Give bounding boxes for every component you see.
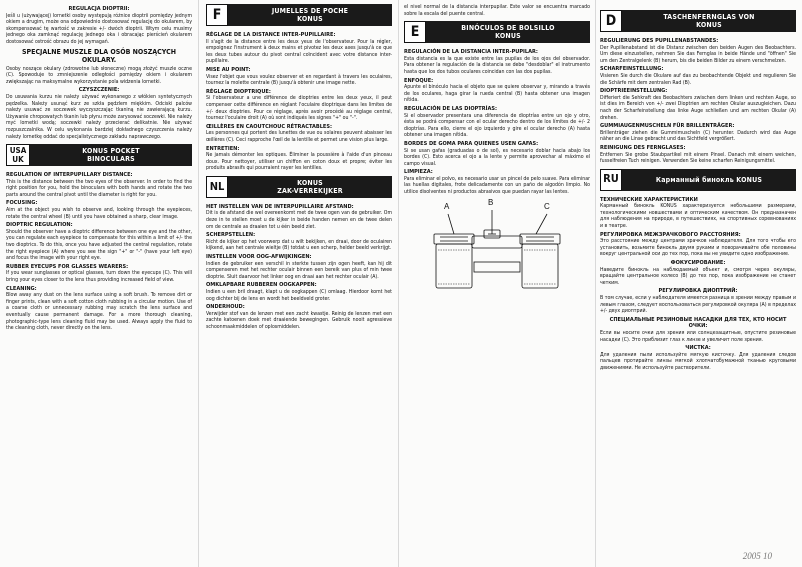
ru-cups-text: Если вы носите очки для зрения или солнцезащитные, опустите резиновые насадки (C). Это приблизит глаз к линзе и увеличит поле зрения. <box>600 329 796 343</box>
uk-banner <box>6 144 192 166</box>
uk-badge-bottom: UK <box>12 155 24 165</box>
fr-cups-text: Les personnes qui portent des lunettes de vue ou solaires peuvent abaisser les œillères (C). Ceci rapproche l'œil de la lentille et permet une vision plus large. <box>206 130 392 143</box>
ru-cups-heading: СПЕЦИАЛЬНЫЕ РЕЗИНОВЫЕ НАСАДКИ ДЛЯ ТЕХ, КТО НОСИТ ОЧКИ: <box>609 316 787 330</box>
column-french-dutch <box>206 4 392 562</box>
uk-title-line2: BINOCULARS <box>87 155 135 164</box>
diagram-label-a: A <box>444 201 450 211</box>
pl-clean-text: Do usuwania kurzu nie należy używać wykonanego z włókien syntetycznych pędzelka. Należy usunąć kurz ze szkła pędzlem miękkim. Odciski palców należy usuwać ze soczewek wyczyszczając tkaniną nie zawierającą kurzu. Używanie chropowatych tkanin lub płynu może zarysować soczewki. Nie należy myć lornetki wodą; soczewki należy przecierać delikatnie. Nie używać rozpuszczalnika. W celu wykonania bardziej dokładnego czyszczenia należy należy lornetkę oddać do specjalistycznego zakładu naprawczego. <box>6 93 192 140</box>
de-diopter-heading: DIOPTRIEEINSTELLUNG: <box>600 88 668 95</box>
fr-focus-text: Visez l'objet que vous voulez observer et en regardant à travers les oculaires, tournez la molette centrale (B) jusqu'à obtenir une image nette. <box>206 73 392 87</box>
fr-diopter-heading: RÉGLAGE DIOPTRIQUE: <box>206 88 271 95</box>
fr-cups-heading: ŒILLÈRES EN CAOUTCHOUC RÉTRACTABLES: <box>206 123 333 130</box>
nl-title-bar <box>228 176 392 198</box>
de-clean-heading: REINIGUNG DES FERNGLASES: <box>600 144 686 151</box>
de-title-line2: KONUS <box>696 21 722 29</box>
fr-clean-heading: ENTRETIEN: <box>206 145 240 152</box>
uk-focus-heading: FOCUSING: <box>6 200 38 207</box>
es-focus-text: Apunte el binóculo hacia el objeto que se quiere observar y, mirando a través de los oculares, haga girar la rueda central (B) hasta obtener una imagen nítida. <box>404 84 590 104</box>
nl-ipd-heading: HET INSTELLEN VAN DE INTERPUPILLAIRE AFSTAND: <box>206 203 354 210</box>
uk-focus-text: Aim at the object you wish to observe and, looking through the eyepieces, rotate the central wheel (B) until you have obtained a sharp, clear image. <box>6 207 192 220</box>
uk-title-line1: KONUS POCKET <box>82 147 140 156</box>
es-ipd-text: Esta distancia es la que existe entre las pupilas de los ojos del observador. Para obtener la regulación de la distancia se debe "desdoblar" el instrumento hasta que los dos tubos oculares coincidan con las dos pupilas. <box>404 55 590 75</box>
de-focus-text: Visieren Sie durch die Okulare auf das zu beobachtende Objekt und regulieren Sie die Schärfe mit dem zentralen Rad (B). <box>600 72 796 86</box>
ru-title-line1: Карманный бинокль KONUS <box>655 175 763 184</box>
fr-title-line1: JUMELLES DE POCHE <box>271 7 349 15</box>
fr-clean-text: Ne jamais démonter les optiques. Éliminer la poussière à l'aide d'un pinceau doux. Pour nettoyer, utiliser un chiffon en coton doux et propre; éviter les produits abrasifs qui pourraient rayer les lentilles. <box>206 152 392 172</box>
uk-language-badge <box>6 144 30 166</box>
ru-clean-text: Для удаления пыли используйте мягкую кисточку. Для удаления следов пальцев протирайте линзы мягкой хлопчатобумажной тканью круговыми движениями. Не используйте растворители. <box>600 351 796 371</box>
column-spanish <box>404 4 590 562</box>
uk-ipd-text: This is the distance between the two eyes of the observer. In order to find the right position for you, hold the binoculars with both hands and rotate the two parts around the central pivot until the diameter is right for you. <box>6 178 192 198</box>
uk-badge-top: USA <box>9 146 27 156</box>
es-ipd-heading: REGULACIÓN DE LA DISTANCIA INTER-PUPILAR: <box>404 49 538 56</box>
handwritten-date-stamp: 2005 10 <box>742 551 772 561</box>
nl-diopter-text: Indien de gebruiker een verschil in sterkte tussen zijn ogen heeft, kan hij dit compenseren met het rechter oculair binnen een bereik van plus of min twee dioptrie. Sluit daarvoor het linker oog en draai aan het rechter oculair (A). <box>206 260 392 280</box>
ru-spec-heading: ТЕХНИЧЕСКИЕ ХАРАКТЕРИСТИКИ <box>600 196 698 203</box>
ru-focus-heading: ФОКУСИРОВАНИЕ: <box>670 260 726 267</box>
es-title-line1: BINÓCULOS DE BOLSILLO <box>461 24 555 33</box>
binocular-diagram <box>404 197 590 296</box>
fr-title-line2: KONUS <box>297 15 323 23</box>
es-banner <box>404 21 590 43</box>
es-diopter-heading: REGULACIÓN DE LAS DIOPTRÍAS: <box>404 105 498 112</box>
de-title-line1: TASCHENFERNGLAS VON <box>663 13 755 21</box>
de-focus-heading: SCHARFEINSTELLUNG: <box>600 66 664 73</box>
es-title-bar <box>426 21 590 43</box>
pl-diopter-heading: REGULACJA DIOPTRII: <box>68 6 130 12</box>
de-banner <box>600 10 796 32</box>
uk-cups-text: If you wear sunglasses or optical glasses, turn down the eyecups (C). This will bring your eyes closer to the lens thus providing increased field of view. <box>6 270 192 283</box>
nl-title-line2: ZAK-VERREKIJKER <box>277 186 343 195</box>
fr-language-badge: F <box>206 4 228 26</box>
ru-ipd-text: Это расстояние между центрами зрачков наблюдателя. Для того чтобы его установить, возьмите бинокль двумя руками и поворачивайте обе половины вокруг центральной оси до тех пор, пока вы не увидите одно изображение. <box>600 238 796 258</box>
pl-clean-heading: CZYSZCZENIE: <box>78 87 120 94</box>
uk-diopter-text: Should the observer have a dioptric difference between one eye and the other, you can regulate each eyepiece to compensate for this within a limit of +/- the two dioptrics. To do this, once you have adjusted the central regulation, rotate the right eyepiece (A) where you see the sign "+" or "-" (have your left eye) and focus the image with your right eye. <box>6 228 192 262</box>
es-cups-text: Si se usan gafas (graduadas o de sol), es necesario doblar hacia abajo los bordes (C). Esto acerca el ojo a la lente y permite aprovechar al máximo el campo visual. <box>404 147 590 167</box>
nl-cups-heading: OMKLAPBARE RUBBEREN OOGKAPPEN: <box>206 282 317 289</box>
uk-diopter-heading: DIOPTRIC REGULATION: <box>6 222 73 229</box>
fr-title-bar <box>228 4 392 26</box>
nl-diopter-heading: INSTELLEN VOOR OOG-AFWIJKINGEN: <box>206 254 312 261</box>
nl-cups-text: Indien u een bril draagt, klapt u de oogkappen (C) omlaag. Hierdoor komt het oog dichter bij de lens en wordt het beeldveld groter. <box>206 289 392 302</box>
fr-focus-heading: MISE AU POINT: <box>206 66 251 73</box>
uk-cups-heading: RUBBER EYECUPS FOR GLASSES WEARERS: <box>6 263 129 270</box>
fold-line <box>198 0 199 567</box>
pl-diopter-text: Jeśli u (używającej) lornetki osoby występują różnice dioptrii pomiędzy jednym okiem a drugim, może ona odpowiednio dostosować regulację do okularem, by skompensować tę wartość w zakresie +/- dwóch dioptrii. Wtym celu musimy jednego oka zamknąć regulację jednego oka i obracając pierścień okularem dostosować ostrość obrazu do jej wymagań. <box>6 12 192 45</box>
pl-cups-heading: SPECJALNE MUSZLE DLA OSÓB NOSZĄCYCH OKULARY. <box>21 47 177 64</box>
de-language-badge: D <box>600 10 622 32</box>
es-title-line2: KONUS <box>495 32 521 41</box>
es-focus-heading: ENFOQUE: <box>404 77 434 84</box>
binocular-drawing <box>404 197 590 296</box>
ru-title-bar <box>622 169 796 191</box>
ru-spec-text: Карманный бинокль KONUS характеризуется небольшими размерами, технологическими новшествами и оптическим качеством. Он предназначен для наблюдения на природе, в путешествиях, на спортивных соревнованиях и в театре. <box>600 203 796 230</box>
de-clean-text: Entfernen Sie grobe Staubpartikel mit einem Pinsel. Danach mit einem weichen, fusselfreien Tuch reinigen. Verwenden Sie keine scharfen Reinigungsmittel. <box>600 151 796 165</box>
ru-diopter-text: В том случае, если у наблюдателя имеется разница в зрении между правым и левым глазом, следует воспользоваться регулировкой окуляра (A) в пределах +/- двух диоптрий. <box>600 295 796 315</box>
nl-focus-text: Richt de kijker op het voorwerp dat u wilt bekijken, en draai, door de oculairen kijkend, aan het centrale wieltje (B) totdat u een scherp, helder beeld verkrijgt. <box>206 238 392 252</box>
fr-diopter-text: Si l'observateur a une différence de dioptries entre les deux yeux, il peut compenser cette différence en réglant l'oculaire dioptrique dans les limites de +/- deux dioptries. Pour ce réglage, après avoir procédé au réglage central, tournez l'oculaire droit (A) où sont indiqués les signes "+" ou "-". <box>206 95 392 122</box>
es-language-badge: E <box>404 21 426 43</box>
nl-clean-text: Verwijder stof van de lenzen met een zacht kwastje. Reinig de lenzen met een zachte katoenen doek met draaiende bewegingen. Gebruik nooit agressieve schoonmaakmiddelen of oplosmiddelen. <box>206 310 392 330</box>
column-german-russian <box>600 4 796 562</box>
pl-cups-text: Osoby noszące okulary (zdrowotne lub słoneczne) mogą złożyć muszle oczne (C). Spowoduje to zmniejszenie odległości pomiędzy okiem i okularem zwiększając na maksymalne wykorzystanie pola widzenia lornetki. <box>6 65 192 85</box>
de-diopter-text: Differiert die Sehkraft des Beobachters zwischen dem linken und rechten Auge, so ist dies im Bereich von +/- zwei Dioptrien am rechten Okular auszugleichen. Dazu nach der Scharfeinstellung das linke Auge schließen und am rechten Okular (A) drehen. <box>600 94 796 121</box>
uk-ipd-heading: REGULATION OF INTERPUPILLARY DISTANCE: <box>6 172 133 179</box>
ru-banner <box>600 169 796 191</box>
diagram-label-c: C <box>544 201 550 211</box>
es-clean-text: Para eliminar el polvo, es necesario usar un pincel de pelo suave. Para eliminar las huellas digitales, frote delicadamente con un paño de algodón limpio. No utilice disolventes ni productos abrasivos que puedan rayar las lentes. <box>404 175 590 196</box>
fr-ipd-heading: RÉGLAGE DE LA DISTANCE INTER-PUPILLAIRE: <box>206 32 336 38</box>
ru-diopter-heading: РЕГУЛИРОВКА ДИОПТРИЙ: <box>658 288 738 295</box>
ru-language-badge: RU <box>600 169 622 191</box>
uk-title-bar <box>30 144 192 166</box>
ru-focus-text: Наведите бинокль на наблюдаемый объект и, смотря через окуляры, вращайте центральное колесо (B) до тех пор, пока изображение не станет четким. <box>600 266 796 286</box>
fr-ipd-text: Il s'agit de la distance entre les deux yeux de l'observateur. Pour la régler, empoignez l'instrument à deux mains et pivotez les deux axes jusqu'à ce que les deux tubes autour du pivot central coïncident avec votre distance inter-pupillaire. <box>206 38 392 65</box>
fold-line <box>595 0 596 567</box>
es-cups-heading: BORDES DE GOMA PARA QUIENES USEN GAFAS: <box>404 140 539 147</box>
uk-clean-text: Blow away any dust on the lens surface using a soft brush. To remove dirt or finger prints, clean with a soft cotton cloth rubbing in a circular motion. Use of a coarse cloth or unnecessary rubbing may scratch the lens surface and eventually cause permanent damage. For a more thorough cleaning, photographic-type lens cleaning fluid may be used. Always apply the fluid to the cleaning cloth, never directly on the lens. <box>6 292 192 332</box>
nl-language-badge: NL <box>206 176 228 198</box>
de-ipd-heading: REGULIERUNG DES PUPILLENABSTANDES: <box>600 38 719 44</box>
es-diopter-text: Si el observador presentara una diferencia de dioptrías entre un ojo y otro, ésta se podrá compensar con el ocular derecho dentro de los límites de +/- 2 dioptrías. Para ello, cierre el ojo izquierdo y gire el ocular derecho (A) hasta obtener una imagen nítida. <box>404 112 590 139</box>
es-clean-heading: LIMPIEZA: <box>404 169 433 176</box>
diagram-label-b: B <box>488 197 494 207</box>
de-cups-heading: GUMMIAUGENMUSCHELN FÜR BRILLENTRÄGER: <box>600 123 735 130</box>
fold-line <box>398 0 399 567</box>
nl-clean-heading: ONDERHOUD: <box>206 304 245 311</box>
de-cups-text: Brillenträger ziehen die Gummimuscheln (C) herunter. Dadurch wird das Auge näher an die Linse gebracht und das Sichtfeld vergrößert. <box>600 129 796 143</box>
nl-ipd-text: Dit is de afstand die wel overeenkomt met de twee ogen van de gebruiker. Om deze in te stellen moet u de kijker in beide handen nemen en de twee delen om de centrale as draaien tot u één beeld ziet. <box>206 210 392 230</box>
de-title-bar <box>622 10 796 32</box>
column-polish-english <box>6 4 192 562</box>
nl-focus-heading: SCHERPSTELLEN: <box>206 232 256 239</box>
ru-clean-heading: ЧИСТКА: <box>685 345 711 352</box>
ru-ipd-heading: РЕГУЛИРОВКА МЕЖЗРАЧКОВОГО РАССТОЯНИЯ: <box>600 231 741 238</box>
nl-title-line1: KONUS <box>297 178 323 187</box>
uk-clean-heading: CLEANING: <box>6 285 37 292</box>
de-ipd-text: Der Pupillenabstand ist die Distanz zwischen den beiden Augen des Beobachters. Um diese einzustellen, nehmen Sie das Fernglas in beide Hände und "öffnen" Sie um den Zentralgelenk (B) herum, bis die beiden Bilder zu einem verschmelzen. <box>600 44 796 64</box>
es-intro-text: el nivel normal de la distancia interpupilar. Este valor se encuentra marcado sobre la escala del puente central. <box>404 4 590 17</box>
fr-banner <box>206 4 392 26</box>
nl-banner <box>206 176 392 198</box>
